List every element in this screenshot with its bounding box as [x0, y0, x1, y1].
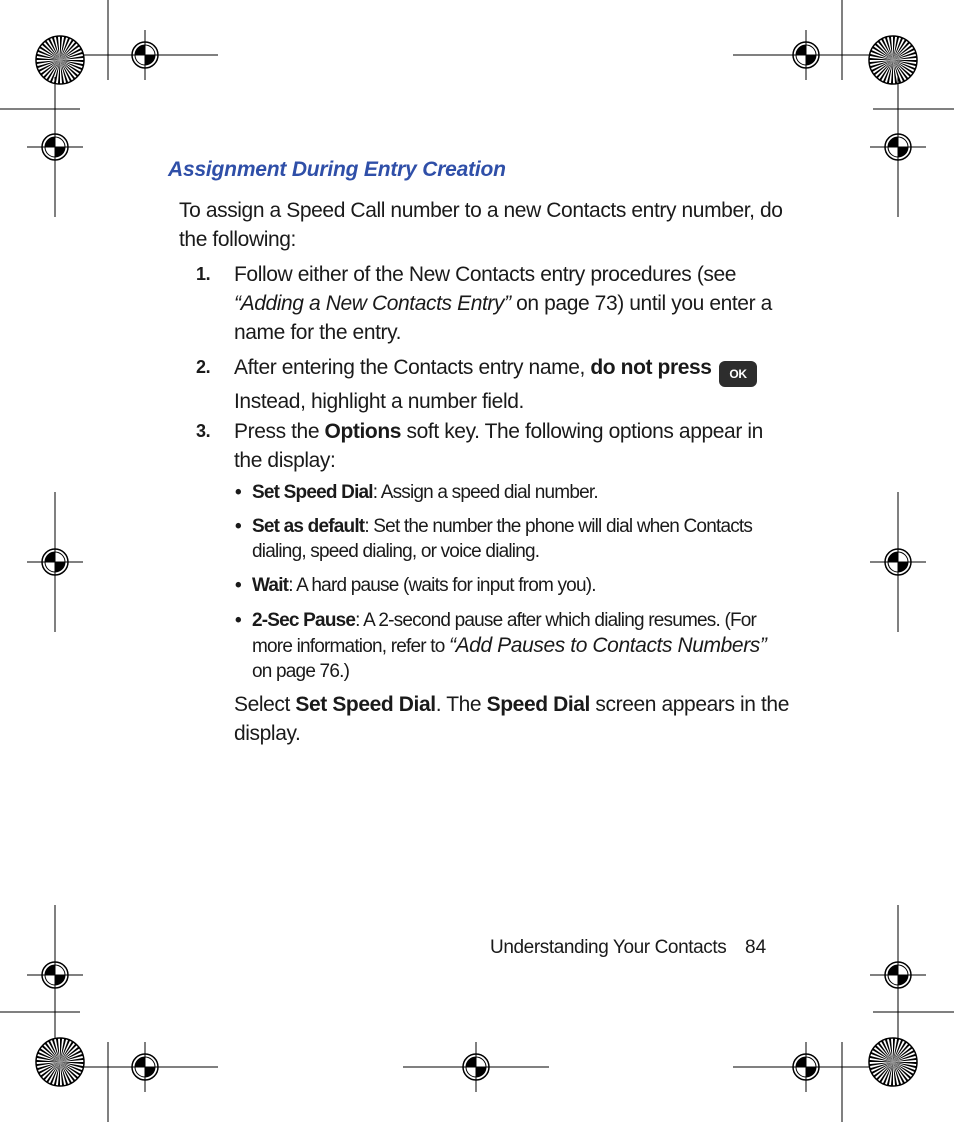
footer-section-title: Understanding Your Contacts: [490, 937, 727, 958]
step-text: [234, 417, 794, 475]
bullet-icon: •: [235, 575, 241, 596]
option-desc: : A 2-second pause after which dialing resumes. (For more information, refer to: [252, 610, 757, 657]
select-paragraph: [234, 690, 794, 748]
para-emphasis: Speed Dial: [486, 693, 590, 716]
cross-reference-link[interactable]: “Adding a New Contacts Entry”: [234, 292, 511, 315]
step-text-part: After entering the Contacts entry name,: [234, 356, 591, 379]
step-text-part: Press the: [234, 420, 325, 443]
page-number: 84: [745, 937, 767, 958]
option-term: Set Speed Dial: [252, 482, 373, 503]
step-number: 3.: [196, 421, 211, 441]
option-desc: : Assign a speed dial number.: [372, 482, 598, 503]
step-text-part: Instead, highlight a number field.: [234, 390, 524, 413]
option-desc: on page 76.): [252, 661, 350, 682]
list-item-text: [252, 480, 772, 505]
para-text: . The: [435, 693, 487, 716]
ok-key-icon: OK: [719, 361, 757, 387]
step-text-part: soft key. The following options appear in the display:: [234, 420, 763, 472]
step-emphasis: do not press: [590, 356, 712, 379]
option-desc: : Set the number the phone will dial when Contacts dialing, speed dialing, or voice dialing.: [252, 516, 753, 562]
section-heading: Assignment During Entry Creation: [168, 158, 506, 181]
step-number: 2.: [196, 357, 211, 377]
bullet-icon: •: [235, 610, 241, 631]
para-emphasis: Set Speed Dial: [295, 693, 436, 716]
step-number: 1.: [196, 264, 211, 284]
step-text: [234, 353, 794, 416]
step-text-part: Follow either of the New Contacts entry procedures (see: [234, 263, 737, 286]
step-text-part: on page 73) until you enter a name for the entry.: [234, 292, 772, 344]
list-item-text: [252, 514, 772, 564]
para-text: screen appears in the display.: [234, 693, 789, 745]
step-emphasis: Options: [324, 420, 402, 443]
para-text: Select: [234, 693, 296, 716]
list-item-text: [252, 608, 772, 684]
bullet-icon: •: [235, 482, 241, 503]
list-item-text: [252, 573, 772, 598]
intro-paragraph: To assign a Speed Call number to a new Contacts entry number, do the following:: [179, 199, 783, 251]
option-term: Set as default: [252, 516, 365, 537]
option-term: 2-Sec Pause: [252, 610, 356, 631]
cross-reference-link[interactable]: “Add Pauses to Contacts Numbers”: [448, 634, 767, 657]
option-desc: : A hard pause (waits for input from you).: [288, 575, 596, 596]
bullet-icon: •: [235, 516, 241, 537]
step-text: [234, 260, 794, 347]
option-term: Wait: [252, 575, 289, 596]
